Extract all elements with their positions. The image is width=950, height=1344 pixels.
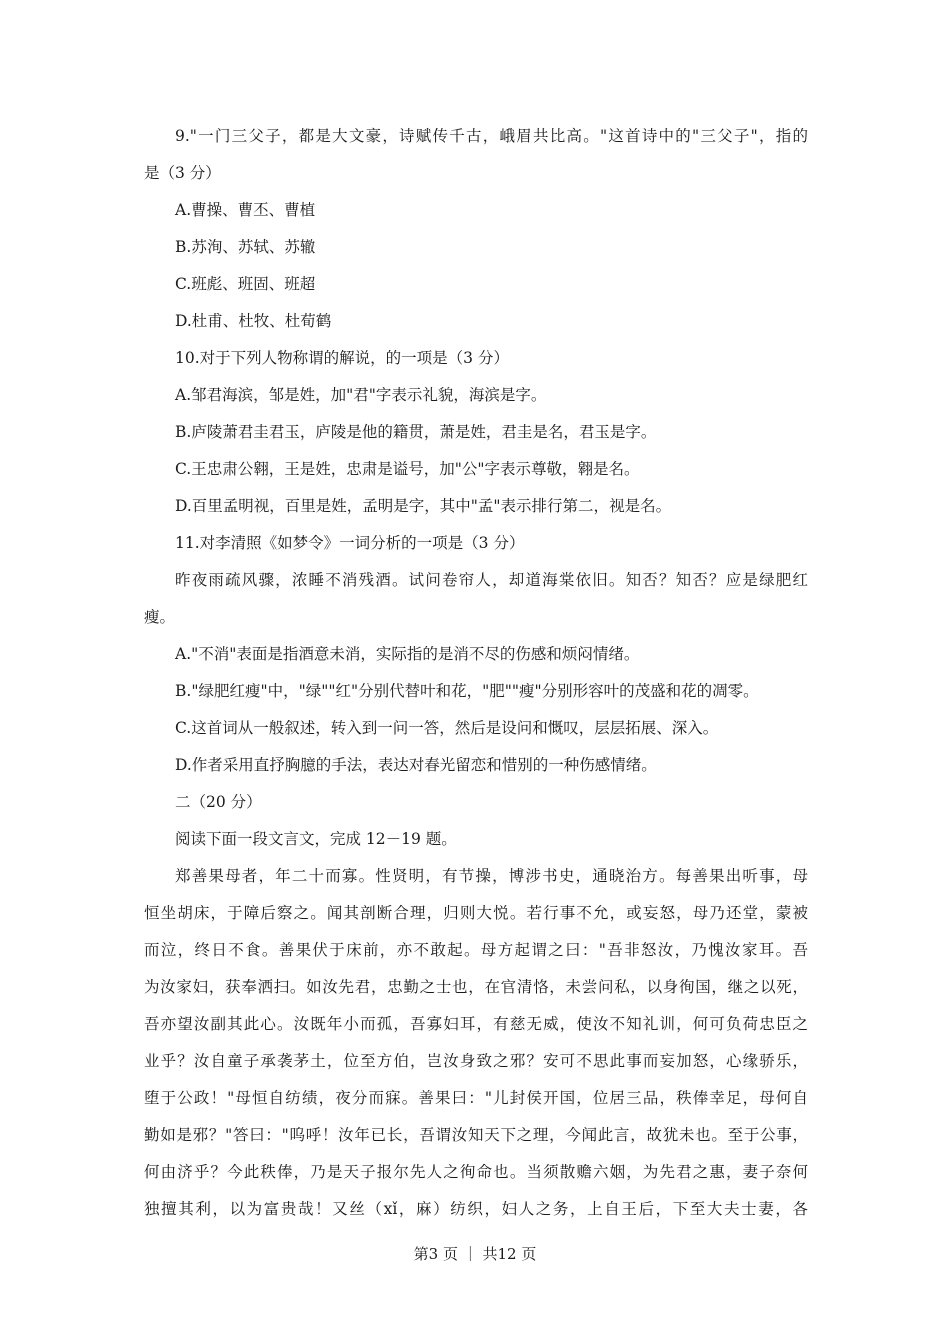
passage-line: 何由济乎？今此秩俸，乃是天子报尔先人之徇命也。当须散赡六姻，为先君之惠，妻子奈何 <box>144 1163 808 1181</box>
question-11-stem: 11.对李清照《如梦令》一词分析的一项是（3 分） <box>175 534 525 552</box>
option-10c: C.王忠肃公翱，王是姓，忠肃是谥号，加"公"字表示尊敬，翱是名。 <box>175 460 640 478</box>
option-10d: D.百里孟明视，百里是姓，孟明是字，其中"孟"表示排行第二，视是名。 <box>175 497 672 515</box>
passage-line: 业乎？汝自童子承袭茅土，位至方伯，岂汝身致之邪？安可不思此事而妄加怒，心缘骄乐， <box>144 1052 808 1070</box>
option-9a: A.曹操、曹丕、曹植 <box>175 201 316 219</box>
option-10a: A.邹君海滨，邹是姓，加"君"字表示礼貌，海滨是字。 <box>175 386 547 404</box>
passage-line: 为汝家妇，获奉洒扫。如汝先君，忠勤之士也，在官清恪，未尝问私，以身徇国，继之以死， <box>144 978 808 996</box>
passage-line: 堕于公政！"母恒自纺绩，夜分而寐。善果曰："儿封侯开国，位居三品，秩俸幸足，母何自 <box>144 1089 808 1107</box>
option-9b: B.苏洵、苏轼、苏辙 <box>175 238 316 256</box>
passage-line: 独擅其利，以为富贵哉！又丝（xǐ，麻）纺织，妇人之务，上自王后，下至大夫士妻，各 <box>144 1200 808 1218</box>
page-footer <box>0 1244 950 1264</box>
option-11d: D.作者采用直抒胸臆的手法，表达对春光留恋和惜别的一种伤感情绪。 <box>175 756 657 774</box>
option-9c: C.班彪、班固、班超 <box>175 275 316 293</box>
option-9d: D.杜甫、杜牧、杜荀鹤 <box>175 312 332 330</box>
option-10b: B.庐陵萧君圭君玉，庐陵是他的籍贯，萧是姓，君圭是名，君玉是字。 <box>175 423 657 441</box>
question-10-stem: 10.对于下列人物称谓的解说，的一项是（3 分） <box>175 349 509 367</box>
page-number: 第3 页 ｜ 共12 页 <box>413 1245 537 1263</box>
option-11b: B."绿肥红瘦"中，"绿""红"分别代替叶和花，"肥""瘦"分别形容叶的茂盛和花的凋零。 <box>175 682 759 700</box>
passage-line: 恒坐胡床，于障后察之。闻其剖断合理，归则大悦。若行事不允，或妄怒，母乃还堂，蒙被 <box>144 904 808 922</box>
question-9-stem-cont: 是（3 分） <box>144 164 221 182</box>
passage-line: 郑善果母者，年二十而寡。性贤明，有节操，博涉书史，通晓治方。每善果出听事，母 <box>175 867 808 885</box>
poem-text-cont: 瘦。 <box>144 608 176 626</box>
option-11a: A."不消"表面是指酒意未消，实际指的是消不尽的伤感和烦闷情绪。 <box>175 645 640 663</box>
question-9-stem: 9."一门三父子，都是大文豪，诗赋传千古，峨眉共比高。"这首诗中的"三父子"，指的 <box>175 127 808 145</box>
poem-text: 昨夜雨疏风骤，浓睡不消残酒。试问卷帘人，却道海棠依旧。知否？知否？应是绿肥红 <box>175 571 808 589</box>
option-11c: C.这首词从一般叙述，转入到一问一答，然后是设问和慨叹，层层拓展、深入。 <box>175 719 719 737</box>
passage-line: 而泣，终日不食。善果伏于床前，亦不敢起。母方起谓之曰："吾非怒汝，乃愧汝家耳。吾 <box>144 941 808 959</box>
section-two-heading: 二（20 分） <box>175 793 262 811</box>
document-body <box>144 118 808 1228</box>
section-two-instruction: 阅读下面一段文言文，完成 12－19 题。 <box>175 830 457 848</box>
passage-line: 勤如是邪？"答曰："呜呼！汝年已长，吾谓汝知天下之理，今闻此言，故犹未也。至于公事， <box>144 1126 808 1144</box>
passage-line: 吾亦望汝副其此心。汝既年小而孤，吾寡妇耳，有慈无威，使汝不知礼训，何可负荷忠臣之 <box>144 1015 808 1033</box>
